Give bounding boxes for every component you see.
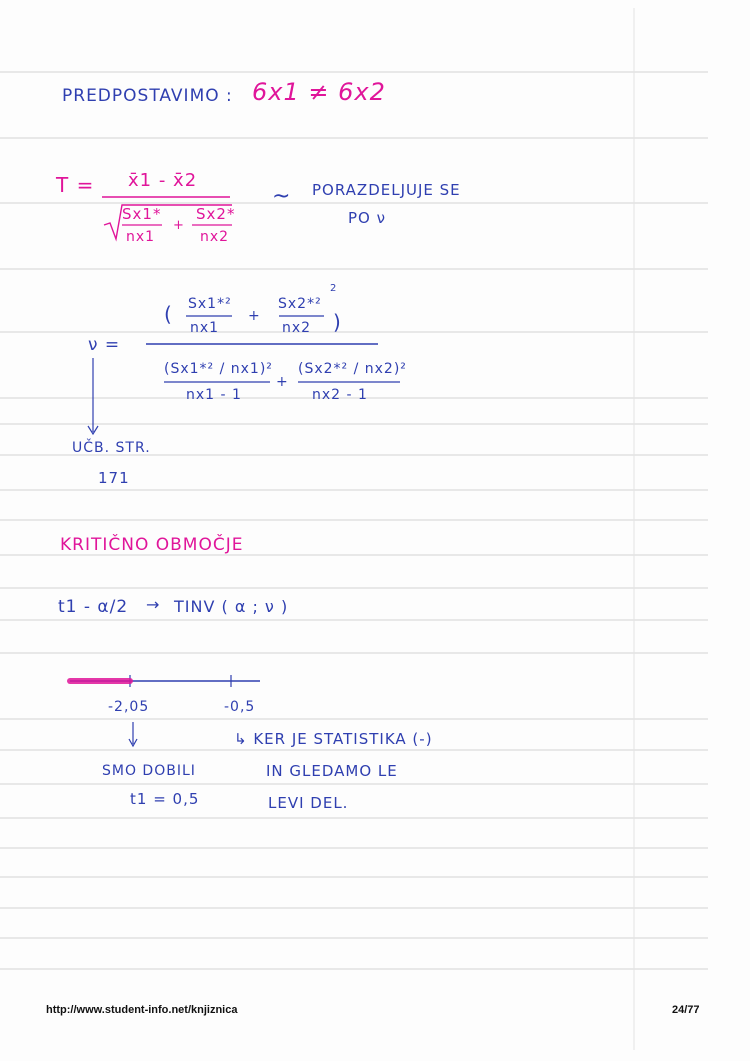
t-symbol: T =	[56, 173, 95, 197]
t-numerator: x̄1 - x̄2	[128, 170, 198, 191]
assumption-label: PREDPOSTAVIMO :	[62, 86, 233, 106]
nu-num-power: 2	[330, 283, 338, 294]
t-den-term2-num: Sx2*	[196, 205, 236, 223]
nu-num-term2-num: Sx2*²	[278, 296, 322, 312]
assumption-expression: 6x1 ≠ 6x2	[252, 78, 386, 106]
nu-num-term1-num: Sx1*²	[188, 296, 232, 312]
down-arrow-icon	[84, 356, 104, 440]
t-quantile: t1 - α/2	[58, 597, 129, 617]
page-number: 24/77	[672, 1004, 700, 1016]
nu-den-term1-den: nx1 - 1	[186, 387, 242, 403]
nu-den-inner-lines	[162, 380, 422, 384]
critical-region-heading: KRITIČNO OBMOČJE	[60, 535, 244, 555]
source-url[interactable]: http://www.student-info.net/knjiznica	[46, 1004, 238, 1016]
distributed-by-nu: PO ν	[348, 209, 386, 227]
nu-num-term1-den: nx1	[190, 320, 220, 336]
textbook-page: 171	[98, 469, 130, 487]
nu-open-paren: (	[164, 302, 173, 326]
obtained-value: t1 = 0,5	[130, 790, 200, 808]
reason-note-line3: LEVI DEL.	[268, 794, 349, 812]
small-down-arrow-icon	[126, 720, 142, 750]
nu-den-term2-den: nx2 - 1	[312, 387, 368, 403]
reason-note-line2: IN GLEDAMO LE	[266, 762, 398, 780]
tinv-formula: TINV ( α ; ν )	[174, 597, 289, 616]
nu-num-inner-lines	[184, 314, 354, 318]
nu-num-term2-den: nx2	[282, 320, 312, 336]
t-den-term2-den: nx2	[200, 229, 230, 245]
nu-label: ν =	[88, 335, 121, 355]
textbook-reference: UČB. STR.	[72, 440, 151, 456]
nu-main-fraction-line	[144, 342, 384, 346]
distributed-text: PORAZDELJUJE SE	[312, 181, 461, 199]
nu-den-term2-num: (Sx2*² / nx2)²	[298, 361, 407, 377]
number-line	[60, 670, 280, 694]
nu-den-term1-num: (Sx1*² / nx1)²	[164, 361, 273, 377]
axis-label-critical: -2,05	[108, 699, 150, 715]
t-den-plus: +	[173, 218, 185, 233]
distribution-tilde: ~	[272, 184, 292, 209]
nu-den-plus: +	[276, 374, 289, 390]
t-den-term1-den: nx1	[126, 229, 156, 245]
tinv-arrow-icon: →	[146, 595, 161, 614]
reason-note: ↳ KER JE STATISTIKA (-)	[234, 730, 433, 748]
axis-label-statistic: -0,5	[224, 699, 256, 715]
obtained-label: SMO DOBILI	[102, 763, 196, 779]
t-den-term1-num: Sx1*	[122, 205, 162, 223]
nu-close-paren: )	[333, 310, 342, 334]
nu-num-plus: +	[248, 308, 261, 324]
